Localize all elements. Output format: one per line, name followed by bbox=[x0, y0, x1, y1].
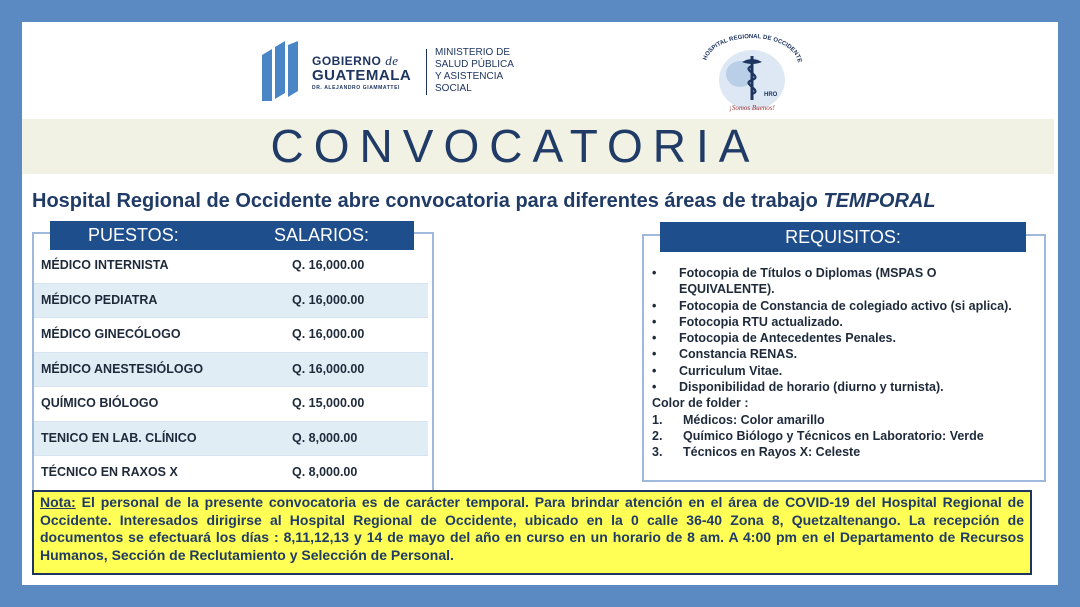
folder-color-label: Color de folder : bbox=[652, 396, 749, 411]
note-label: Nota: bbox=[40, 494, 76, 510]
requirement-item: • Constancia RENAS. bbox=[652, 347, 798, 362]
position-name: MÉDICO ANESTESIÓLOGO bbox=[41, 361, 204, 376]
folder-item: 3. Técnicos en Rayos X: Celeste bbox=[652, 445, 861, 460]
bullet-icon: • bbox=[652, 331, 657, 346]
note-text: Nota: El personal de la presente convocatoria es de carácter temporal. Para brindar atención en el área de COVID-19 del Hospital Regional de Occidente. Interesados dirigirse al Hospital Regional de Occidente, ubicado en la 0 calle 36-40 Zona 8, Quetzaltenango. La recepción de documentos se efectuará los días : 8,11,12,13 y 14 de mayo del año en curso en un horario de 8 am. A 4:00 pm en el Departamento de Recursos Humanos, Sección de Reclutamiento y Selección de Personal. bbox=[40, 494, 1024, 563]
salary-value: Q. 16,000.00 bbox=[292, 361, 365, 376]
svg-text:¡Somos Buenos!: ¡Somos Buenos! bbox=[729, 104, 775, 112]
table-row bbox=[34, 387, 428, 422]
poster bbox=[22, 22, 1058, 585]
requirements-header: REQUISITOS: bbox=[660, 222, 1026, 252]
hospital-seal-icon bbox=[692, 34, 812, 116]
requirement-item: • Curriculum Vitae. bbox=[652, 363, 783, 378]
government-bars-icon bbox=[260, 41, 300, 101]
bullet-icon: • bbox=[652, 314, 657, 329]
table-row bbox=[34, 249, 428, 284]
table-row bbox=[34, 284, 428, 319]
table-row bbox=[34, 456, 428, 491]
position-name: TENICO EN LAB. CLÍNICO bbox=[41, 430, 197, 445]
salary-table-header bbox=[50, 221, 414, 250]
requirement-item: • Fotocopia de Títulos o Diplomas (MSPAS O EQUIVALENTE). bbox=[652, 266, 937, 297]
salary-value: Q. 8,000.00 bbox=[292, 465, 358, 479]
folder-item: 2. Químico Biólogo y Técnicos en Laboratorio: Verde bbox=[652, 428, 984, 443]
requirement-item: • Disponibilidad de horario (diurno y turnista). bbox=[652, 380, 944, 395]
position-name: MÉDICO INTERNISTA bbox=[41, 258, 169, 272]
table-row bbox=[34, 353, 428, 388]
position-name: QUÍMICO BIÓLOGO bbox=[41, 396, 159, 410]
bullet-icon: • bbox=[652, 266, 657, 280]
government-name-line1: GOBIERNO de bbox=[312, 53, 399, 68]
bullet-icon: • bbox=[652, 380, 657, 395]
ministry-name: MINISTERIO DE SALUD PÚBLICA Y ASISTENCIA SOCIAL bbox=[435, 47, 514, 94]
svg-text:HOSPITAL REGIONAL DE OCCIDENTE: HOSPITAL REGIONAL DE OCCIDENTE bbox=[702, 34, 802, 64]
bullet-icon: • bbox=[652, 363, 657, 378]
title-banner bbox=[22, 119, 1054, 174]
svg-text:HRO: HRO bbox=[764, 92, 778, 98]
page-title: CONVOCATORIA bbox=[270, 120, 760, 172]
requirements-list bbox=[652, 265, 1032, 461]
bullet-icon: • bbox=[652, 298, 657, 313]
table-row bbox=[34, 422, 428, 457]
government-logo bbox=[260, 41, 560, 103]
requirement-item: • Fotocopia RTU actualizado. bbox=[652, 314, 843, 329]
salary-value: Q. 8,000.00 bbox=[292, 430, 358, 445]
subtitle: Hospital Regional de Occidente abre convocatoria para diferentes áreas de trabajo TEMPORAL bbox=[32, 190, 936, 212]
position-name: TÉCNICO EN RAXOS X bbox=[41, 465, 178, 479]
position-name: MÉDICO GINECÓLOGO bbox=[41, 327, 181, 341]
president-name: DR. ALEJANDRO GIAMMATTEI bbox=[312, 85, 401, 91]
salary-table bbox=[34, 249, 428, 491]
note-box bbox=[32, 490, 1032, 575]
requirement-item: • Fotocopia de Constancia de colegiado activo (si aplica). bbox=[652, 298, 1012, 313]
salarios-header: SALARIOS: bbox=[274, 225, 370, 245]
position-name: MÉDICO PEDIATRA bbox=[41, 292, 158, 307]
salary-value: Q. 16,000.00 bbox=[292, 292, 365, 307]
folder-item: 1. Médicos: Color amarillo bbox=[652, 412, 825, 427]
government-name-line2: GUATEMALA bbox=[312, 67, 412, 84]
table-row bbox=[34, 318, 428, 353]
salary-value: Q. 16,000.00 bbox=[292, 258, 365, 272]
puestos-header: PUESTOS: bbox=[88, 225, 179, 245]
requirement-item: • Fotocopia de Antecedentes Penales. bbox=[652, 331, 896, 346]
logo-divider bbox=[426, 49, 427, 95]
bullet-icon: • bbox=[652, 347, 657, 362]
salary-value: Q. 16,000.00 bbox=[292, 327, 365, 341]
salary-value: Q. 15,000.00 bbox=[292, 396, 365, 410]
